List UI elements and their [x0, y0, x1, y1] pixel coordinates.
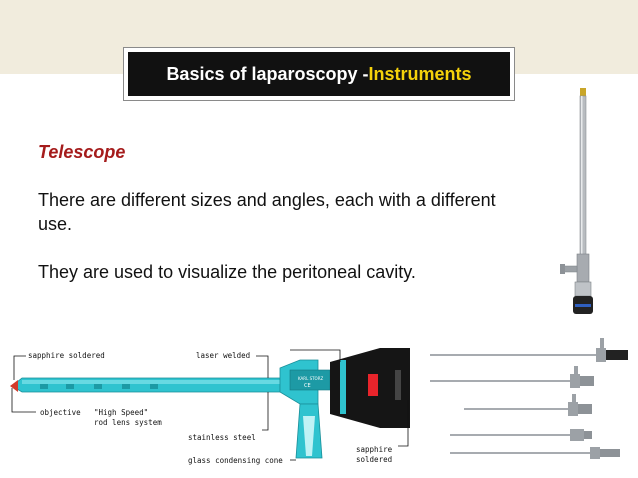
slide-title-accent: Instruments: [368, 63, 472, 84]
paragraph-sizes-angles: There are different sizes and angles, each with a different use.: [38, 190, 496, 234]
telescope-body: [577, 254, 589, 282]
telescope-2: [430, 366, 594, 388]
label-high-speed: "High Speed": [94, 408, 149, 417]
label-soldered: soldered: [356, 455, 393, 464]
label-glass-condensing-cone: glass condensing cone: [188, 456, 283, 465]
slide-title-frame: [123, 47, 515, 101]
svg-text:KARL STORZ: KARL STORZ: [298, 376, 324, 381]
svg-text:CE: CE: [304, 383, 311, 389]
telescope-shaft: [580, 96, 586, 256]
telescope-4: [450, 429, 592, 441]
telescopes-set-photo: [424, 334, 638, 464]
label-stainless-steel: stainless steel: [188, 433, 256, 442]
label-sapphire-soldered: sapphire soldered: [28, 351, 105, 360]
subheading-telescope: Telescope: [38, 142, 126, 162]
label-sapphire: sapphire: [356, 445, 393, 454]
objective-tip: [10, 380, 18, 392]
telescope-photo: [560, 86, 610, 318]
slide-title-main: Basics of laparoscopy -: [166, 63, 369, 84]
paragraph-visualize: They are used to visualize the peritoneal cavity.: [38, 262, 416, 282]
slide-title: [128, 52, 510, 96]
slide-body: [38, 140, 518, 308]
label-rod-lens-system: rod lens system: [94, 418, 162, 427]
label-laser-welded: laser welded: [196, 351, 251, 360]
telescope-cross-section-diagram: [0, 330, 420, 478]
telescope-3: [464, 394, 592, 416]
telescope-5: [450, 447, 620, 459]
eyepiece-red-band: [368, 374, 378, 396]
label-objective: objective: [40, 408, 81, 417]
telescope-1: [430, 338, 628, 362]
light-post: [564, 266, 577, 272]
